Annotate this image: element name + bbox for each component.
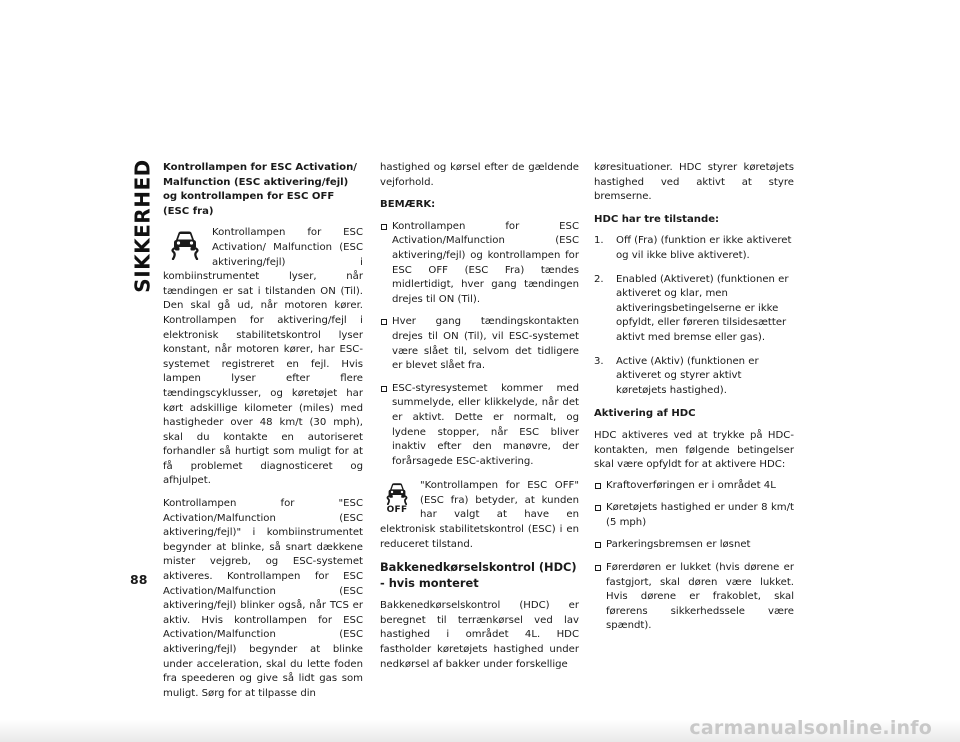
note-heading: BEMÆRK: xyxy=(380,199,436,211)
page-number: 88 xyxy=(130,572,148,587)
esc-off-para: "Kontrollampen for ESC OFF" (ESC fra) betyder, at kunden har valgt at have en elektronisk stabilitetskontrol (ESC) i en reduceret tilstand. xyxy=(380,480,579,550)
hdc-condition-item: Parkeringsbremsen er løsnet xyxy=(594,538,794,553)
esc-off-icon-label: OFF xyxy=(386,505,408,516)
column-2 xyxy=(380,161,579,680)
hdc-activation-heading: Aktivering af HDC xyxy=(594,408,696,420)
hdc-activation-para: HDC aktiveres ved at trykke på HDC-kontakten, men følgende betingelser skal være opfyldt for at aktivere HDC: xyxy=(594,429,794,471)
hdc-intro-para: Bakkenedkørselskontrol (HDC) er beregnet til terrænkørsel ved lav hastighed i området 4L. HDC fastholder køretøjets hastighed under nedkørsel af bakker under forskellige xyxy=(380,600,579,670)
col3-continuation: køresituationer. HDC styrer køretøjets hastighed ved aktivt at styre bremserne. xyxy=(594,162,794,203)
hdc-condition-item: Køretøjets hastighed er under 8 km/t (5 mph) xyxy=(594,501,794,530)
esc-lamp-heading: Kontrollampen for ESC Activation/ Malfunction (ESC aktivering/fejl) og kontrollampen for ESC OFF (ESC fra) xyxy=(163,162,357,217)
hdc-condition-item: Førerdøren er lukket (hvis dørene er fastgjort, skal døren være lukket. Hvis dørene er frakoblet, skal førerens sikkerhedssele være spændt). xyxy=(594,561,794,634)
col2-continuation: hastighed og kørsel efter de gældende vejforhold. xyxy=(380,162,579,188)
column-1 xyxy=(163,161,363,709)
esc-lamp-intro xyxy=(163,226,363,489)
hdc-heading: Bakkenedkørselskontrol (HDC) - hvis monteret xyxy=(380,560,577,590)
esc-off-icon xyxy=(380,479,414,521)
note-item: Kontrollampen for ESC Activation/Malfunction (ESC aktivering/fejl) og kontrollampen for ESC OFF (ESC Fra) tændes midlertidigt, hver gang tændingen drejes til ON (Til). xyxy=(380,220,579,308)
hdc-state-item: 3. Active (Aktiv) (funktionen er aktiveret og styrer aktivt køretøjets hastighed). xyxy=(594,355,759,396)
section-title-text: SIKKERHED xyxy=(131,159,155,293)
hdc-states-list xyxy=(594,234,794,398)
column-3 xyxy=(594,161,794,642)
hdc-state-item: 2. Enabled (Aktiveret) (funktionen er aktiveret og klar, men aktiveringsbetingelserne er ikke opfyldt, eller føreren tilsidesætter aktivt med bremse eller gas). xyxy=(594,273,789,343)
hdc-conditions-list xyxy=(594,479,794,634)
hdc-state-item: 1. Off (Fra) (funktion er ikke aktiveret og vil ikke blive aktiveret). xyxy=(594,235,792,261)
watermark: carmanualsonline.info xyxy=(689,717,932,739)
esc-lamp-para-2: Kontrollampen for "ESC Activation/Malfunction (ESC aktivering/fejl)" i kombiinstrumentet begynder at blinke, så snart dækkene mister vejgreb, og ESC-systemet aktiveres. Kontrollampen for ESC Activation/Malfunction (ESC aktivering/fejl) blinker også, når TCS er aktiv. Hvis kontrollampen for ESC Activation/Malfunction (ESC aktivering/fejl) begynder at blinke under acceleration, skal du lette foden fra speederen og give så lidt gas som muligt. Sørg for at tilpasse din xyxy=(163,498,363,699)
note-item: ESC-styresystemet kommer med summelyde, eller klikkelyde, når det er aktivt. Dette er normalt, og lydene stopper, når ESC bliver inaktiv efter den manøvre, der forårsagede ESC-aktivering. xyxy=(380,382,579,470)
esc-lamp-para-1: Kontrollampen for ESC Activation/ Malfunction (ESC aktivering/fejl) i kombiinstrumentet lyser, når tændingen er sat i tilstanden ON (Til). Den skal gå ud, når motoren kører. Kontrollampen for aktivering/fejl i elektronisk stabilitetskontrol lyser konstant, når motoren kører, har ESC-systemet registreret en fejl. Hvis lampen lyser efter flere tændingscyklusser, og køretøjet har kørt adskillige kilometer (miles) med hastigheder over 48 km/t (30 mph), skal du kontakte en autoriseret forhandler så hurtigt som muligt for at få problemet diagnosticeret og afhjulpet. xyxy=(163,227,363,487)
esc-off-block xyxy=(380,479,579,552)
note-item: Hver gang tændingskontakten drejes til ON (Til), vil ESC-systemet være slået til, selvom det tidligere er blevet slået fra. xyxy=(380,315,579,373)
section-title-vertical xyxy=(128,159,158,293)
hdc-condition-item: Kraftoverføringen er i området 4L xyxy=(594,479,794,494)
note-list xyxy=(380,220,579,470)
esc-warning-icon xyxy=(168,226,202,268)
hdc-states-heading: HDC har tre tilstande: xyxy=(594,213,720,225)
